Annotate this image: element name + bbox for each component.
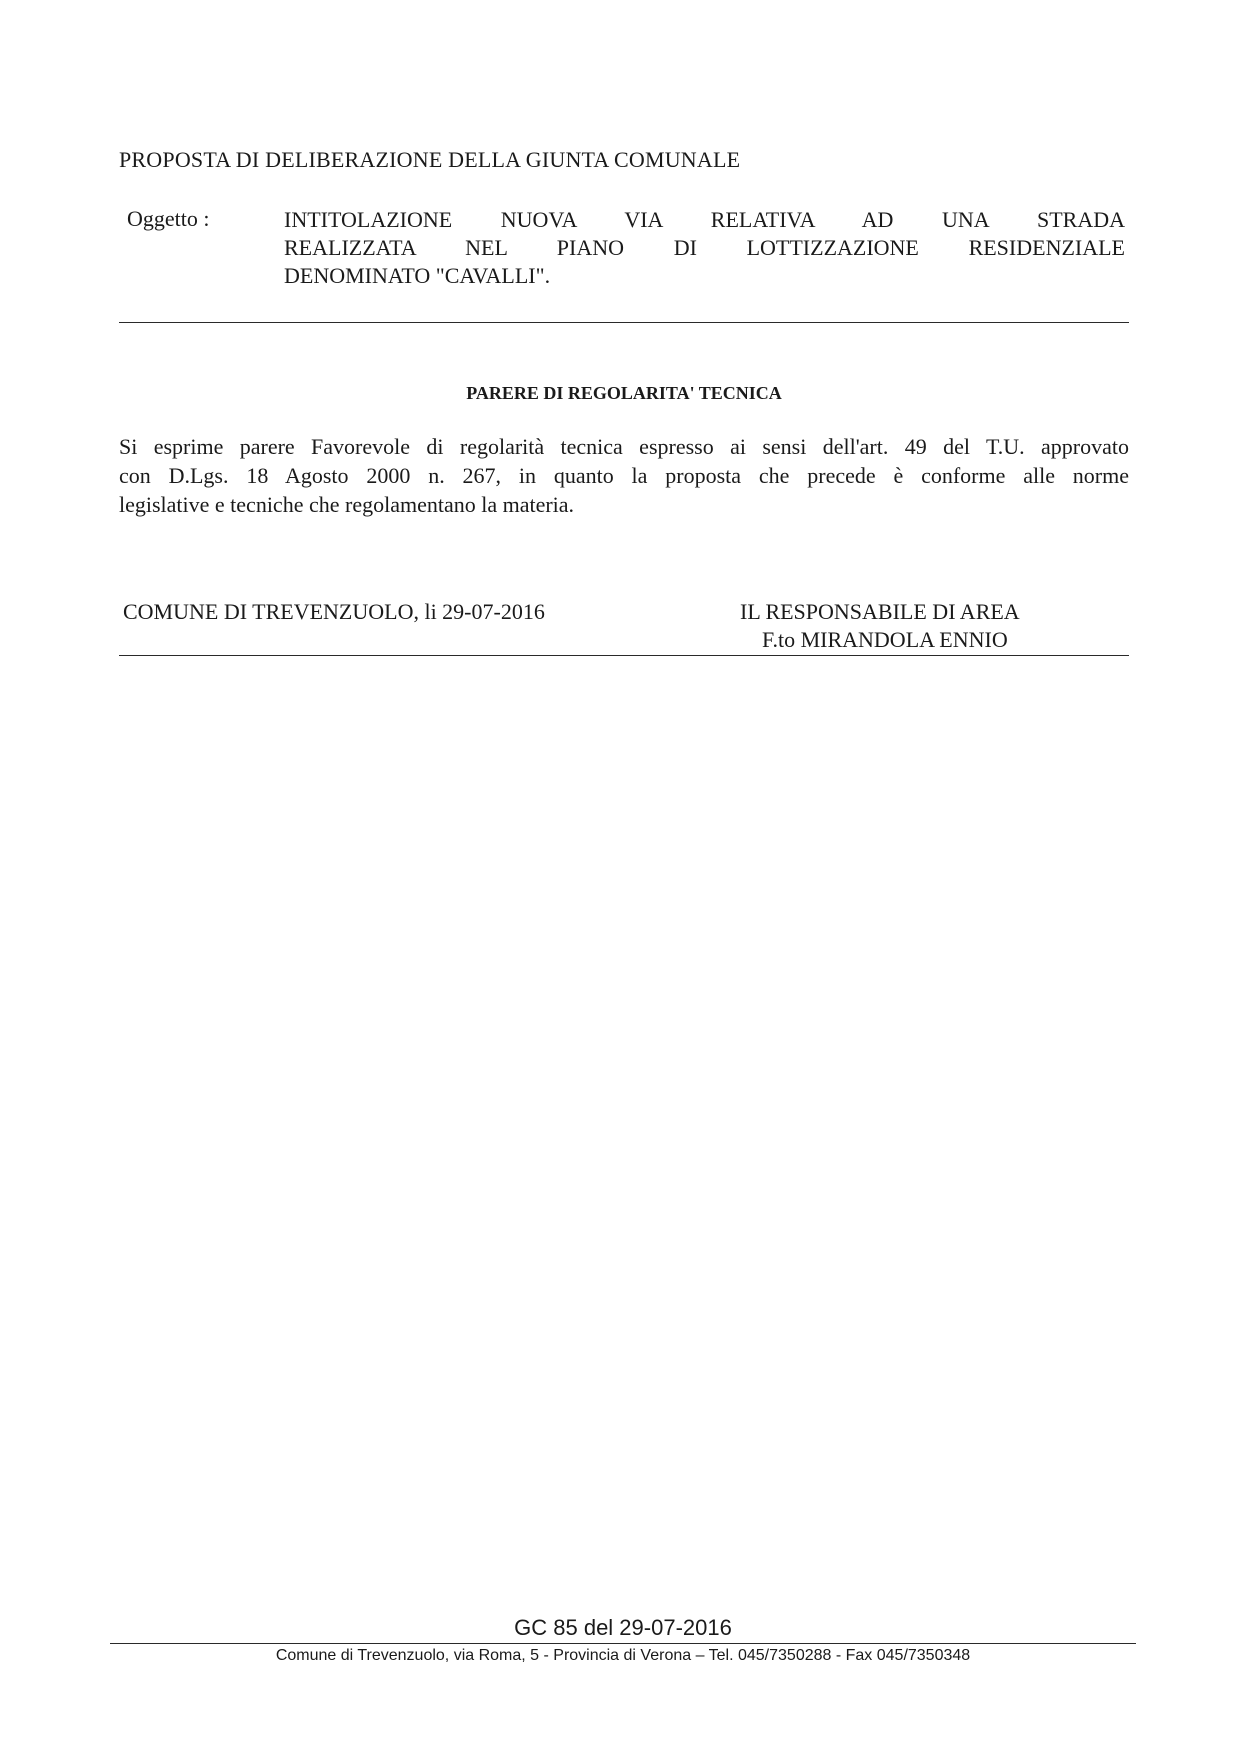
footer-address: Comune di Trevenzuolo, via Roma, 5 - Provincia di Verona – Tel. 045/7350288 - Fax 045/7350348 (275, 1647, 971, 1664)
document-header: PROPOSTA DI DELIBERAZIONE DELLA GIUNTA COMUNALE (119, 147, 741, 172)
signer-title: IL RESPONSABILE DI AREA (740, 599, 1020, 624)
opinion-paragraph (119, 432, 1129, 519)
header-divider (119, 322, 1129, 323)
paragraph-line: con D.Lgs. 18 Agosto 2000 n. 267, in quanto la proposta che precede è conforme alle norme (119, 463, 1129, 488)
subject-line: DENOMINATO "CAVALLI". (284, 263, 551, 288)
footer-reference: GC 85 del 29-07-2016 (514, 1615, 732, 1640)
subject-text (284, 206, 1125, 290)
signer-name: F.to MIRANDOLA ENNIO (762, 627, 1008, 652)
footer-divider (110, 1643, 1136, 1644)
paragraph-line: legislative e tecniche che regolamentano la materia. (119, 492, 575, 517)
subject-label: Oggetto : (127, 206, 210, 231)
subject-line: INTITOLAZIONE NUOVA VIA RELATIVA AD UNA STRADA (284, 207, 1125, 232)
paragraph-line: Si esprime parere Favorevole di regolarità tecnica espresso ai sensi dell'art. 49 del T.U. approvato (119, 434, 1129, 459)
place-date: COMUNE DI TREVENZUOLO, li 29-07-2016 (123, 599, 545, 624)
signature-divider (119, 655, 1129, 656)
subject-line: REALIZZATA NEL PIANO DI LOTTIZZAZIONE RESIDENZIALE (284, 235, 1125, 260)
section-title: PARERE DI REGOLARITA' TECNICA (466, 383, 782, 403)
